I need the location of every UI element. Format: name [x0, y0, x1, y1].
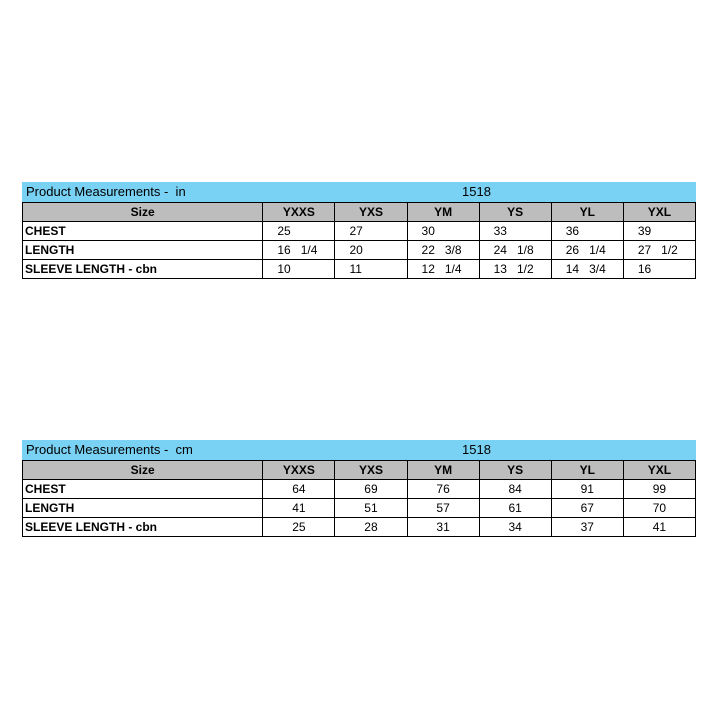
- measurement-cell: 28: [335, 518, 407, 537]
- table-row: [23, 499, 696, 518]
- measurement-cell: 41: [263, 499, 335, 518]
- size-column-header: YXS: [335, 461, 407, 480]
- measurement-cell: 57: [407, 499, 479, 518]
- table-banner: [22, 440, 696, 460]
- measurements-table-cm: [22, 440, 696, 537]
- measurement-cell: 20: [335, 241, 407, 260]
- size-column-header: YXXS: [263, 461, 335, 480]
- row-label: CHEST: [23, 480, 263, 499]
- measurement-cell: 69: [335, 480, 407, 499]
- header-row: [23, 203, 696, 222]
- measurement-cell: 33: [479, 222, 551, 241]
- table-title: Product Measurements - in: [26, 184, 186, 199]
- measurements-grid: [22, 460, 696, 537]
- measurement-cell: 22 3/8: [407, 241, 479, 260]
- size-column-header: YXL: [623, 461, 695, 480]
- row-label: SLEEVE LENGTH - cbn: [23, 260, 263, 279]
- measurement-cell: 25: [263, 518, 335, 537]
- measurement-cell: 27: [335, 222, 407, 241]
- measurements-table-inches: [22, 182, 696, 279]
- measurement-cell: 99: [623, 480, 695, 499]
- size-column-header: YXXS: [263, 203, 335, 222]
- row-label: CHEST: [23, 222, 263, 241]
- header-row: [23, 461, 696, 480]
- measurement-cell: 36: [551, 222, 623, 241]
- table-row: [23, 222, 696, 241]
- size-column-header: YXS: [335, 203, 407, 222]
- table-row: [23, 480, 696, 499]
- measurement-cell: 61: [479, 499, 551, 518]
- size-column-header: YL: [551, 203, 623, 222]
- measurements-grid: [22, 202, 696, 279]
- size-column-header: YL: [551, 461, 623, 480]
- table-banner: [22, 182, 696, 202]
- style-code: 1518: [462, 184, 491, 199]
- table-row: [23, 518, 696, 537]
- measurement-cell: 91: [551, 480, 623, 499]
- measurement-cell: 76: [407, 480, 479, 499]
- measurement-cell: 16: [623, 260, 695, 279]
- measurement-cell: 31: [407, 518, 479, 537]
- size-header: Size: [23, 461, 263, 480]
- table-title: Product Measurements - cm: [26, 442, 193, 457]
- row-label: LENGTH: [23, 241, 263, 260]
- measurement-cell: 64: [263, 480, 335, 499]
- table-row: [23, 260, 696, 279]
- measurement-cell: 51: [335, 499, 407, 518]
- measurement-cell: 27 1/2: [623, 241, 695, 260]
- measurement-cell: 13 1/2: [479, 260, 551, 279]
- measurement-cell: 10: [263, 260, 335, 279]
- measurement-cell: 14 3/4: [551, 260, 623, 279]
- size-column-header: YS: [479, 461, 551, 480]
- measurement-cell: 70: [623, 499, 695, 518]
- size-column-header: YM: [407, 461, 479, 480]
- measurement-cell: 84: [479, 480, 551, 499]
- measurement-cell: 25: [263, 222, 335, 241]
- table-row: [23, 241, 696, 260]
- measurement-cell: 67: [551, 499, 623, 518]
- measurement-cell: 26 1/4: [551, 241, 623, 260]
- row-label: LENGTH: [23, 499, 263, 518]
- measurement-cell: 16 1/4: [263, 241, 335, 260]
- measurement-cell: 24 1/8: [479, 241, 551, 260]
- measurement-cell: 39: [623, 222, 695, 241]
- measurement-cell: 30: [407, 222, 479, 241]
- measurement-cell: 12 1/4: [407, 260, 479, 279]
- size-header: Size: [23, 203, 263, 222]
- size-column-header: YS: [479, 203, 551, 222]
- measurement-cell: 37: [551, 518, 623, 537]
- measurement-cell: 11: [335, 260, 407, 279]
- measurement-cell: 41: [623, 518, 695, 537]
- row-label: SLEEVE LENGTH - cbn: [23, 518, 263, 537]
- size-column-header: YM: [407, 203, 479, 222]
- measurement-cell: 34: [479, 518, 551, 537]
- size-column-header: YXL: [623, 203, 695, 222]
- style-code: 1518: [462, 442, 491, 457]
